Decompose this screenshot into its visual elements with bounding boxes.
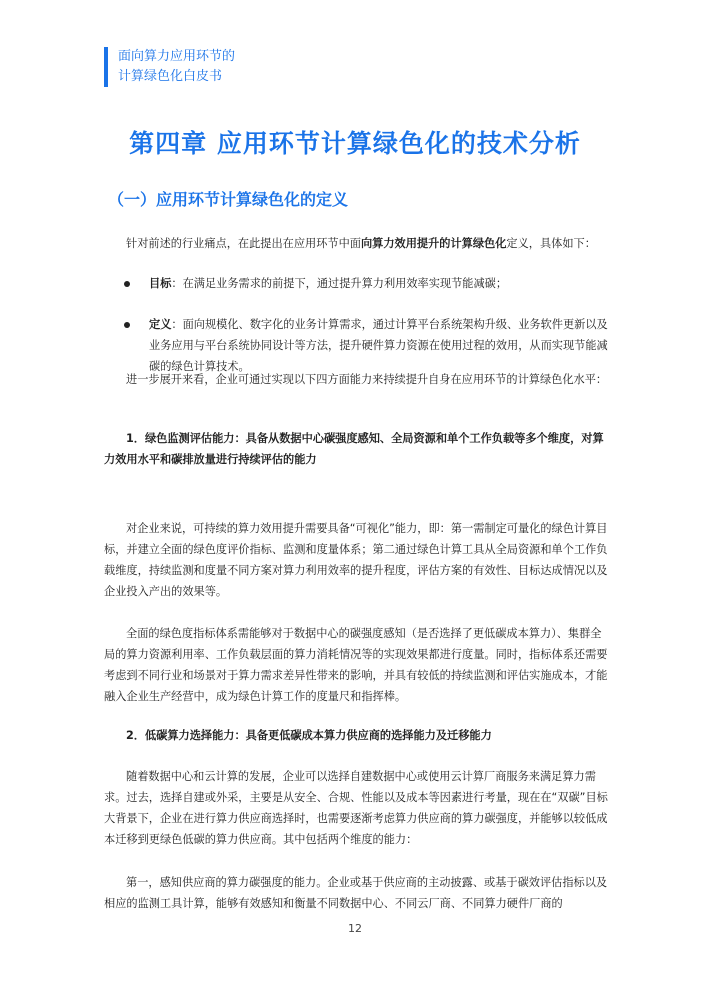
para-4 <box>104 872 610 914</box>
header-line-1: 面向算力应用环节的 <box>118 49 236 64</box>
para-3 <box>104 766 610 850</box>
bullet-definition <box>104 314 610 377</box>
intro-paragraph <box>104 233 610 254</box>
chapter-title: 第四章 应用环节计算绿色化的技术分析 <box>129 129 581 158</box>
bullet-goal <box>104 273 610 294</box>
para-2-text: 全面的绿色度指标体系需能够对于数据中心的碳强度感知（是否选择了更低碳成本算力）、集群全局的算力资源利用率、工作负载层面的算力消耗情况等的实现效果都进行度量。同时，指标体系还需要考虑到不同行业和场景对于算力需求差异性带来的影响，并具有较低的持续监测和评估实施成本，才能融入企业生产经营中，成为绿色计算工作的度量尺和指挥棒。 <box>104 627 608 703</box>
page-number: 12 <box>348 922 362 935</box>
bullet-dot-icon <box>124 322 130 328</box>
intro-prefix: 针对前述的行业痛点，在此提出在应用环节中面 <box>126 237 361 250</box>
bullet-text: ：在满足业务需求的前提下，通过提升算力利用效率实现节能减碳； <box>171 277 508 290</box>
para-further-text: 进一步展开来看，企业可通过实现以下四方面能力来持续提升自身在应用环节的计算绿色化水平： <box>126 373 608 386</box>
subhead-1 <box>104 428 610 470</box>
subhead-1-text: 1．绿色监测评估能力：具备从数据中心碳强度感知、全局资源和单个工作负载等多个维度，对算力效用水平和碳排放量进行持续评估的能力 <box>104 432 604 466</box>
section-title: （一）应用环节计算绿色化的定义 <box>108 190 349 209</box>
bullet-dot-icon <box>124 281 130 287</box>
running-header <box>104 47 235 87</box>
intro-bold: 向算力效用提升的计算绿色化 <box>360 237 507 250</box>
para-3-text: 随着数据中心和云计算的发展，企业可以选择自建数据中心或使用云计算厂商服务来满足算力需求。过去，选择自建或外采，主要是从安全、合规、性能以及成本等因素进行考量，现在在“双碳”目标大背景下，企业在进行算力供应商选择时，也需要逐渐考虑算力供应商的算力碳强度，并能够以较低成本迁移到更绿色低碳的算力供应商。其中包括两个维度的能力： <box>104 770 608 846</box>
para-4-text: 第一，感知供应商的算力碳强度的能力。企业或基于供应商的主动披露、或基于碳效评估指标以及相应的监测工具计算，能够有效感知和衡量不同数据中心、不同云厂商、不同算力硬件厂商的 <box>104 876 608 910</box>
subhead-2-text: 2．低碳算力选择能力：具备更低碳成本算力供应商的选择能力及迁移能力 <box>126 729 492 742</box>
para-1 <box>104 518 610 602</box>
bullet-label: 定义 <box>149 318 172 331</box>
intro-suffix: 定义，具体如下： <box>506 237 596 250</box>
bullet-label: 目标 <box>149 277 172 290</box>
para-further <box>104 369 610 390</box>
para-1-text: 对企业来说，可持续的算力效用提升需要具备“可视化”能力，即：第一需制定可量化的绿色计算目标，并建立全面的绿色度评价指标、监测和度量体系；第二通过绿色计算工具从全局资源和单个工作负载维度，持续监测和度量不同方案对算力利用效率的提升程度，评估方案的有效性、目标达成情况以及企业投入产出的效果等。 <box>104 522 608 598</box>
subhead-2 <box>104 725 610 746</box>
header-line-2: 计算绿色化白皮书 <box>118 69 223 84</box>
bullet-text: ：面向规模化、数字化的业务计算需求，通过计算平台系统架构升级、业务软件更新以及业务应用与平台系统协同设计等方法，提升硬件算力资源在使用过程的效用，从而实现节能减碳的绿色计算技术。 <box>149 318 608 373</box>
para-2 <box>104 623 610 707</box>
